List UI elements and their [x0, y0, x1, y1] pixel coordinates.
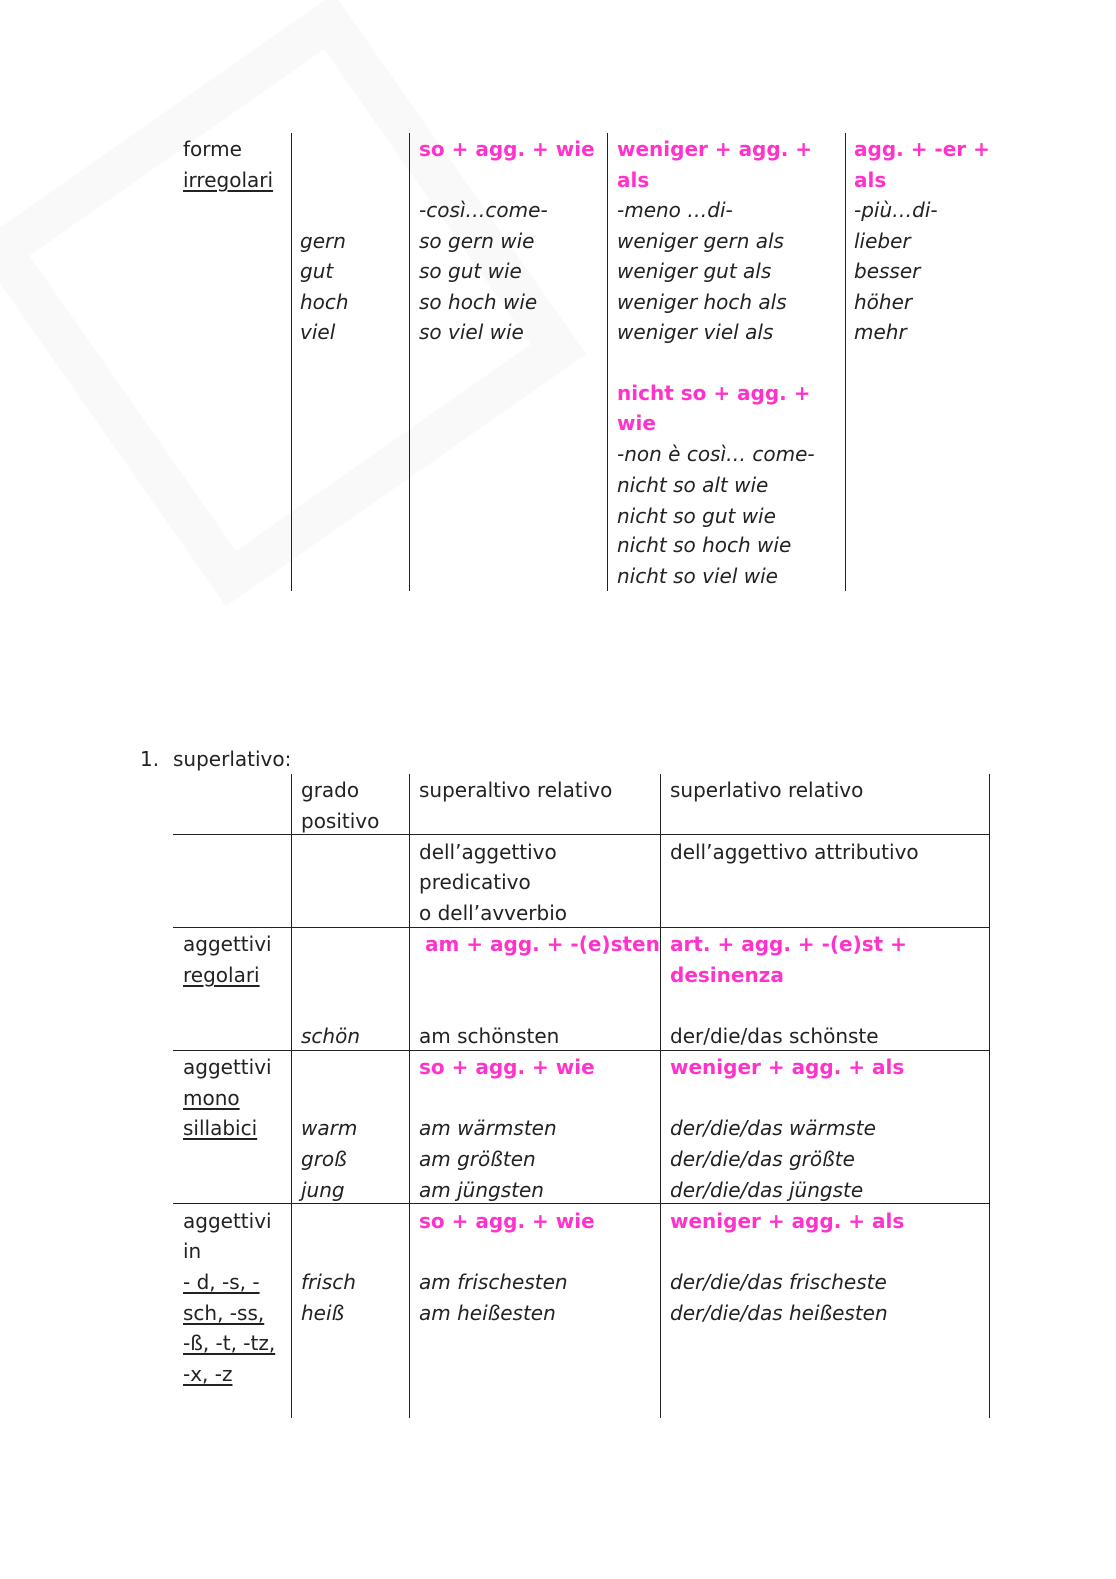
meaning-minor-alt: -non è così… come-	[617, 442, 815, 466]
rule-attributive: art. + agg. + -(e)st +	[670, 932, 907, 956]
row-label: in	[183, 1239, 202, 1263]
meaning-minor: -meno …di-	[617, 198, 733, 222]
subheader-predicative: predicativo	[419, 870, 531, 894]
example-major: besser	[854, 259, 921, 283]
rule-minor-alt: nicht so + agg. +	[617, 381, 811, 405]
positive-form: gut	[300, 259, 334, 283]
example-minor: weniger hoch als	[617, 290, 787, 314]
positive-form: groß	[301, 1147, 347, 1171]
rule-predicative: am + agg. + -(e)sten	[425, 932, 660, 956]
row-label: -ß, -t, -tz,	[183, 1331, 276, 1355]
example-attributive: der/die/das schönste	[670, 1024, 879, 1048]
row-label: sillabici	[183, 1116, 258, 1140]
rule-attributive: desinenza	[670, 963, 784, 987]
example-equal: so viel wie	[419, 320, 524, 344]
table-hline	[173, 1203, 990, 1204]
rule-minor-alt: wie	[617, 411, 656, 435]
example-minor-alt: nicht so alt wie	[617, 473, 769, 497]
row-label: regolari	[183, 963, 260, 987]
example-attributive: der/die/das wärmste	[670, 1116, 876, 1140]
row-label: aggettivi	[183, 1209, 272, 1233]
positive-form: gern	[300, 229, 346, 253]
header-positive: grado	[301, 778, 360, 802]
table-hline	[173, 927, 990, 928]
positive-form: schön	[301, 1024, 361, 1048]
example-minor-alt: nicht so hoch wie	[617, 533, 792, 557]
table-vline	[409, 133, 410, 591]
example-predicative: am wärmsten	[419, 1116, 557, 1140]
rule-predicative: so + agg. + wie	[419, 1209, 595, 1233]
positive-form: hoch	[300, 290, 349, 314]
table-vline	[989, 774, 990, 1418]
example-predicative: am schönsten	[419, 1024, 560, 1048]
positive-form: warm	[301, 1116, 358, 1140]
example-predicative: am heißesten	[419, 1301, 556, 1325]
rule-attributive: weniger + agg. + als	[670, 1055, 905, 1079]
header-positive: positivo	[301, 809, 380, 833]
subheader-attributive: dell’aggettivo attributivo	[670, 840, 919, 864]
example-major: lieber	[854, 229, 911, 253]
positive-form: jung	[301, 1178, 345, 1202]
row-label: sch, -ss,	[183, 1301, 265, 1325]
row-label: aggettivi	[183, 1055, 272, 1079]
example-equal: so gern wie	[419, 229, 535, 253]
example-minor: weniger gern als	[617, 229, 784, 253]
example-minor-alt: nicht so gut wie	[617, 504, 776, 528]
header-attributive: superlativo relativo	[670, 778, 864, 802]
table-vline	[409, 774, 410, 1418]
table-vline	[660, 774, 661, 1418]
positive-form: heiß	[301, 1301, 345, 1325]
example-minor-alt: nicht so viel wie	[617, 564, 778, 588]
table-vline	[845, 133, 846, 591]
example-minor: weniger viel als	[617, 320, 774, 344]
list-number: 1.	[140, 747, 160, 771]
rule-attributive: weniger + agg. + als	[670, 1209, 905, 1233]
table-hline	[173, 834, 990, 835]
rule-minor: als	[617, 168, 650, 192]
table-vline	[607, 133, 608, 591]
row-label: aggettivi	[183, 932, 272, 956]
example-predicative: am frischesten	[419, 1270, 568, 1294]
rule-major: als	[854, 168, 887, 192]
example-attributive: der/die/das größte	[670, 1147, 855, 1171]
meaning-equal: -così…come-	[419, 198, 548, 222]
example-attributive: der/die/das jüngste	[670, 1178, 864, 1202]
positive-form: frisch	[301, 1270, 356, 1294]
row-label: - d, -s, -	[183, 1270, 260, 1294]
example-predicative: am jüngsten	[419, 1178, 544, 1202]
example-equal: so hoch wie	[419, 290, 538, 314]
subheader-predicative: o dell’avverbio	[419, 901, 568, 925]
example-attributive: der/die/das frischeste	[670, 1270, 887, 1294]
example-major: mehr	[854, 320, 907, 344]
rule-major: agg. + -er +	[854, 137, 990, 161]
example-predicative: am größten	[419, 1147, 536, 1171]
section-heading: superlativo:	[173, 747, 292, 771]
example-equal: so gut wie	[419, 259, 522, 283]
row-label: irregolari	[183, 168, 274, 192]
rule-equal: so + agg. + wie	[419, 137, 595, 161]
table-vline	[291, 774, 292, 1418]
example-minor: weniger gut als	[617, 259, 772, 283]
rule-predicative: so + agg. + wie	[419, 1055, 595, 1079]
rule-minor: weniger + agg. +	[617, 137, 813, 161]
positive-form: viel	[300, 320, 336, 344]
row-label: mono	[183, 1086, 240, 1110]
meaning-major: -più…di-	[854, 198, 938, 222]
row-label: forme	[183, 137, 242, 161]
example-attributive: der/die/das heißesten	[670, 1301, 888, 1325]
example-major: höher	[854, 290, 913, 314]
table-vline	[291, 133, 292, 591]
header-predicative: superaltivo relativo	[419, 778, 613, 802]
row-label: -x, -z	[183, 1362, 233, 1386]
subheader-predicative: dell’aggettivo	[419, 840, 557, 864]
table-hline	[173, 1050, 990, 1051]
